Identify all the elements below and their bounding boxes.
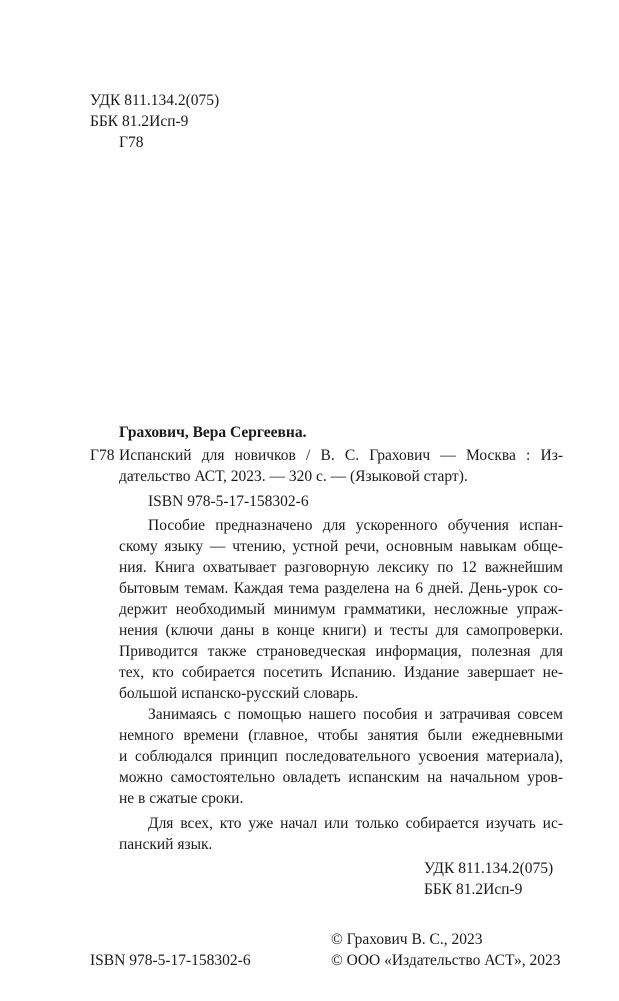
- classification-bbk: ББК 81.2Исп-9: [424, 881, 523, 898]
- annotation-p2-line-5: не в сжатые сроки.: [119, 790, 244, 807]
- record-author: Грахович, Вера Сергеевна.: [119, 424, 307, 441]
- header-code: Г78: [119, 134, 144, 151]
- annotation-p3-line-1: Для всех, кто уже начал или только собирается изучать ис-: [148, 815, 563, 832]
- annotation-p1-line-7: Приводится также страноведческая информация, полезная для: [119, 643, 563, 660]
- annotation-p1-line-2: скому языку — чтению, устной речи, основным навыкам обще-: [119, 538, 563, 555]
- annotation-p2-line-1: Занимаясь с помощью нашего пособия и затрачивая совсем: [148, 706, 563, 723]
- record-title-line-2: дательство АСТ, 2023. — 320 с. — (Языковой старт).: [119, 468, 468, 485]
- annotation-p1-line-9: большой испанско-русский словарь.: [119, 685, 359, 702]
- annotation-p2-line-4: можно самостоятельно овладеть испанским на начальном уров-: [119, 769, 563, 786]
- annotation-p1-line-8: тех, кто собирается посетить Испанию. Издание завершает не-: [119, 664, 563, 681]
- header-udk: УДК 811.134.2(075): [90, 92, 220, 109]
- header-bbk: ББК 81.2Исп-9: [90, 113, 189, 130]
- annotation-p1-line-3: ния. Книга охватывает разговорную лексику по 12 важнейшим: [119, 559, 563, 576]
- record-isbn: ISBN 978-5-17-158302-6: [148, 493, 309, 510]
- annotation-p1-line-5: держит необходимый минимум грамматики, несложные упраж-: [119, 601, 563, 618]
- annotation-p3-line-2: панский язык.: [119, 836, 213, 853]
- annotation-p1-line-4: бытовым темам. Каждая тема разделена на 6 дней. День-урок со-: [119, 580, 563, 597]
- annotation-p1-line-6: нения (ключи даны в конце книги) и тесты для самопроверки.: [119, 622, 563, 639]
- annotation-p1-line-1: Пособие предназначено для ускоренного обучения испан-: [148, 517, 563, 534]
- annotation-p2-line-3: и соблюдался принцип последовательного усвоения материала),: [119, 748, 563, 765]
- copyright-publisher: © ООО «Издательство АСТ», 2023: [331, 952, 561, 969]
- annotation-p2-line-2: немного времени (главное, чтобы занятия были ежедневными: [119, 727, 563, 744]
- copyright-author: © Грахович В. С., 2023: [331, 931, 483, 948]
- record-title-line-1: Испанский для новичков / В. С. Грахович — Москва : Из-: [119, 447, 563, 464]
- classification-udk: УДК 811.134.2(075): [424, 860, 554, 877]
- record-side-code: Г78: [90, 447, 115, 464]
- footer-isbn: ISBN 978-5-17-158302-6: [90, 952, 251, 969]
